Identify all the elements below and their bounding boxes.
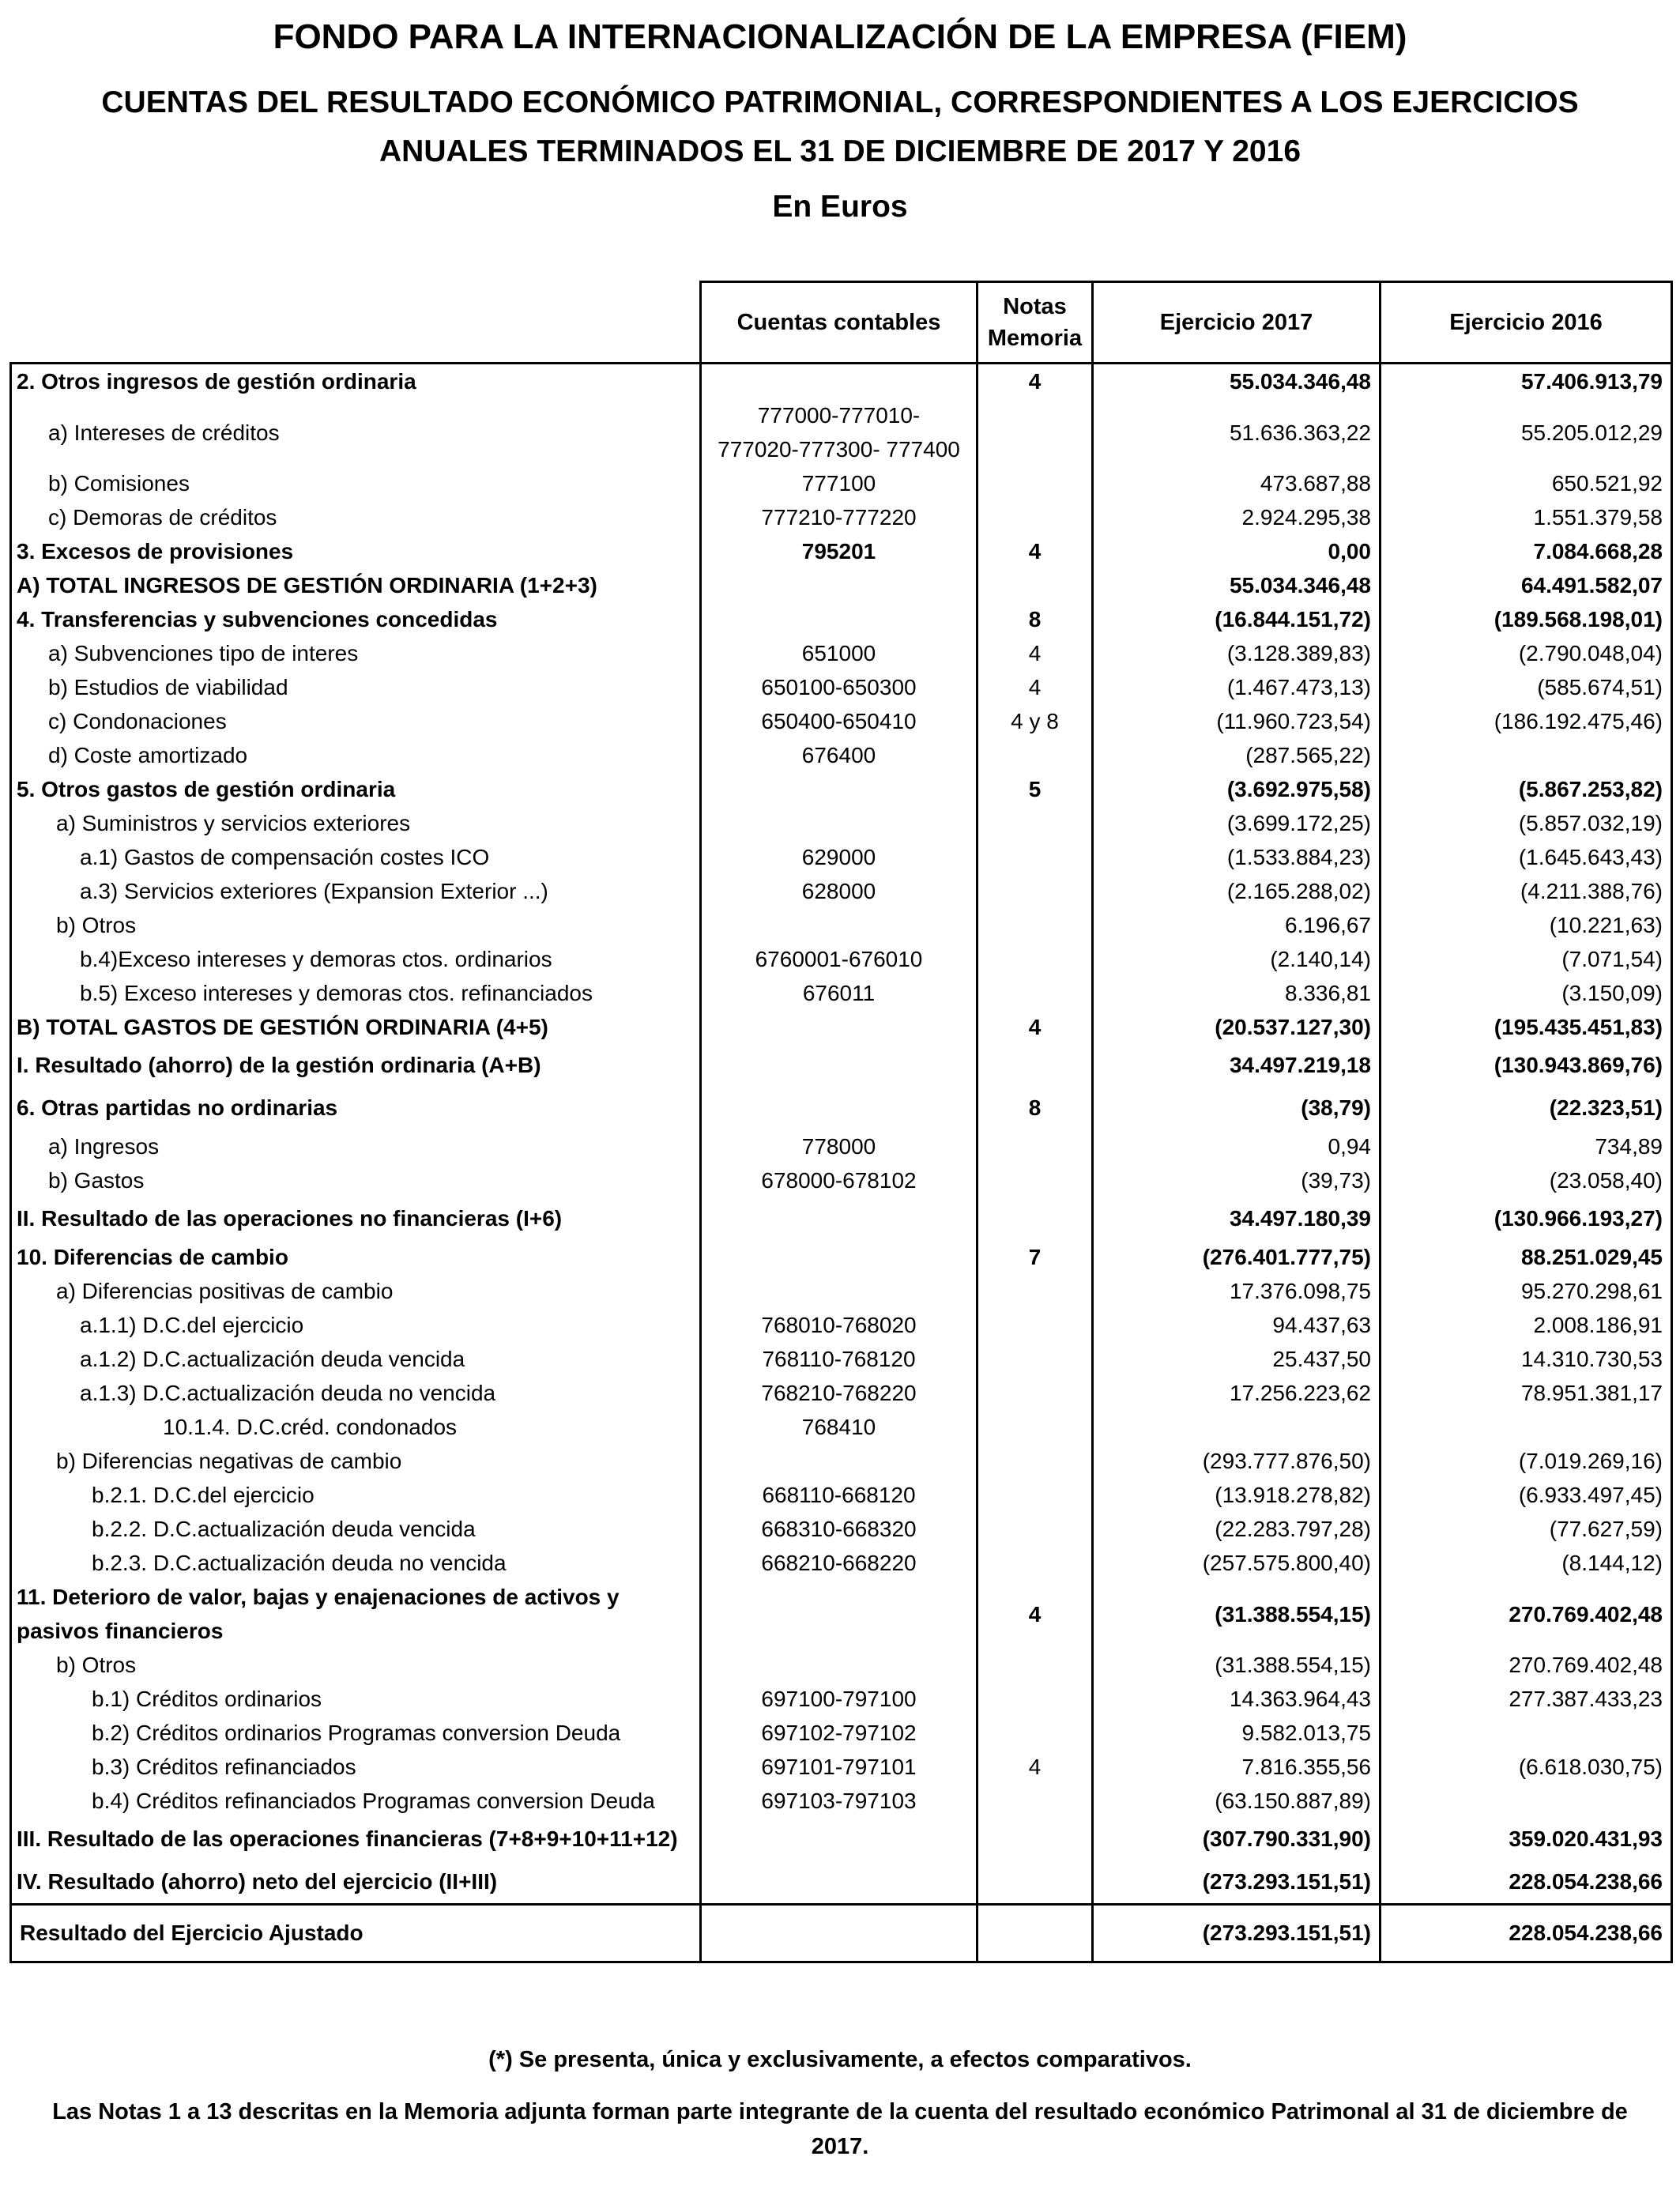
value-2016-cell: (5.857.032,19) [1381, 806, 1672, 840]
note-cell [977, 1784, 1093, 1818]
header-ejercicio-2016: Ejercicio 2016 [1381, 282, 1672, 364]
concept-cell: 2. Otros ingresos de gestión ordinaria [11, 364, 701, 399]
value-2016-cell: (585.674,51) [1381, 670, 1672, 704]
note-cell [977, 500, 1093, 534]
table-row [11, 1860, 1672, 1905]
note-cell [977, 466, 1093, 500]
value-2017-cell: 55.034.346,48 [1093, 364, 1381, 399]
account-cell: 628000 [701, 874, 977, 908]
concept-cell: A) TOTAL INGRESOS DE GESTIÓN ORDINARIA (1+2+3) [11, 568, 701, 602]
table-row [11, 364, 1672, 399]
value-2017-cell: 55.034.346,48 [1093, 568, 1381, 602]
concept-cell: 11. Deterioro de valor, bajas y enajenaciones de activos y pasivos financieros [11, 1580, 701, 1648]
value-2017-cell: 17.376.098,75 [1093, 1274, 1381, 1308]
table-row [11, 1240, 1672, 1274]
value-2016-cell [1381, 1784, 1672, 1818]
table-row [11, 398, 1672, 466]
note-cell [977, 976, 1093, 1010]
value-2017-cell: (20.537.127,30) [1093, 1010, 1381, 1044]
account-cell: 697100-797100 [701, 1682, 977, 1716]
concept-cell: b) Estudios de viabilidad [11, 670, 701, 704]
concept-cell: b.4) Créditos refinanciados Programas conversion Deuda [11, 1784, 701, 1818]
table-header-row [11, 282, 1672, 364]
account-cell [701, 1197, 977, 1240]
value-2017-cell: 25.437,50 [1093, 1342, 1381, 1376]
account-cell: 778000 [701, 1129, 977, 1163]
value-2017-cell: (276.401.777,75) [1093, 1240, 1381, 1274]
account-cell: 777210-777220 [701, 500, 977, 534]
concept-cell: II. Resultado de las operaciones no financieras (I+6) [11, 1197, 701, 1240]
account-cell: 697103-797103 [701, 1784, 977, 1818]
value-2017-cell: (273.293.151,51) [1093, 1860, 1381, 1905]
note-cell [977, 1342, 1093, 1376]
account-cell [701, 1240, 977, 1274]
value-2016-cell: (189.568.198,01) [1381, 602, 1672, 636]
value-2016-cell: (6.618.030,75) [1381, 1750, 1672, 1784]
value-2016-cell: (7.071,54) [1381, 942, 1672, 976]
document-subtitle-line2: ANUALES TERMINADOS EL 31 DE DICIEMBRE DE 2017 Y 2016 [379, 134, 1301, 168]
header-ejercicio-2017: Ejercicio 2017 [1093, 282, 1381, 364]
value-2016-cell: (130.966.193,27) [1381, 1197, 1672, 1240]
concept-cell: I. Resultado (ahorro) de la gestión ordinaria (A+B) [11, 1044, 701, 1087]
account-cell: 678000-678102 [701, 1163, 977, 1197]
table-row [11, 1580, 1672, 1648]
concept-cell: a) Intereses de créditos [11, 398, 701, 466]
concept-cell: a) Diferencias positivas de cambio [11, 1274, 701, 1308]
concept-cell: IV. Resultado (ahorro) neto del ejercicio (II+III) [11, 1860, 701, 1905]
table-row [11, 602, 1672, 636]
value-2016-cell: 1.551.379,58 [1381, 500, 1672, 534]
account-cell: 795201 [701, 534, 977, 568]
note-cell: 4 [977, 1750, 1093, 1784]
value-2017-cell: (3.699.172,25) [1093, 806, 1381, 840]
table-row [11, 1376, 1672, 1410]
concept-cell: a.1) Gastos de compensación costes ICO [11, 840, 701, 874]
adjusted-result-row [11, 1905, 1672, 1962]
value-2017-cell: (1.533.884,23) [1093, 840, 1381, 874]
note-cell [977, 738, 1093, 772]
note-cell [977, 1410, 1093, 1444]
table-row [11, 1716, 1672, 1750]
value-2017-cell: (31.388.554,15) [1093, 1580, 1381, 1648]
account-cell: 668210-668220 [701, 1546, 977, 1580]
note-cell [977, 1274, 1093, 1308]
concept-cell: b.3) Créditos refinanciados [11, 1750, 701, 1784]
value-2016-cell: (5.867.253,82) [1381, 772, 1672, 806]
note-cell: 5 [977, 772, 1093, 806]
value-2017-cell: 94.437,63 [1093, 1308, 1381, 1342]
concept-cell: a.3) Servicios exteriores (Expansion Exterior ...) [11, 874, 701, 908]
table-row [11, 1163, 1672, 1197]
account-cell: 6760001-676010 [701, 942, 977, 976]
value-2016-cell: 14.310.730,53 [1381, 1342, 1672, 1376]
account-cell: 668110-668120 [701, 1478, 977, 1512]
account-cell: 768210-768220 [701, 1376, 977, 1410]
income-statement-table [9, 281, 1673, 1963]
note-cell [977, 1818, 1093, 1860]
value-2016-cell: (7.019.269,16) [1381, 1444, 1672, 1478]
table-row [11, 908, 1672, 942]
value-2016-cell: 270.769.402,48 [1381, 1648, 1672, 1682]
value-2016-cell: (23.058,40) [1381, 1163, 1672, 1197]
value-2016-cell: 57.406.913,79 [1381, 364, 1672, 399]
note-cell [977, 1860, 1093, 1905]
value-2016-cell: 359.020.431,93 [1381, 1818, 1672, 1860]
note-cell: 4 [977, 1010, 1093, 1044]
header-notas: Notas Memoria [977, 282, 1093, 364]
concept-cell: c) Demoras de créditos [11, 500, 701, 534]
account-cell [701, 1087, 977, 1129]
concept-cell: b.2.3. D.C.actualización deuda no vencida [11, 1546, 701, 1580]
value-2016-cell: 7.084.668,28 [1381, 534, 1672, 568]
value-2016-cell: (8.144,12) [1381, 1546, 1672, 1580]
adjusted-note-cell [977, 1905, 1093, 1962]
value-2017-cell: (287.565,22) [1093, 738, 1381, 772]
account-cell: 768410 [701, 1410, 977, 1444]
value-2017-cell: 8.336,81 [1093, 976, 1381, 1010]
value-2016-cell [1381, 1410, 1672, 1444]
table-row [11, 1087, 1672, 1129]
value-2017-cell: (39,73) [1093, 1163, 1381, 1197]
account-cell [701, 806, 977, 840]
adjusted-account-cell [701, 1905, 977, 1962]
concept-cell: b.2.1. D.C.del ejercicio [11, 1478, 701, 1512]
concept-cell: a) Suministros y servicios exteriores [11, 806, 701, 840]
account-cell: 768110-768120 [701, 1342, 977, 1376]
table-row [11, 738, 1672, 772]
value-2017-cell: 0,94 [1093, 1129, 1381, 1163]
concept-cell: a.1.1) D.C.del ejercicio [11, 1308, 701, 1342]
table-row [11, 534, 1672, 568]
note-cell [977, 1163, 1093, 1197]
concept-cell: b) Diferencias negativas de cambio [11, 1444, 701, 1478]
value-2016-cell: (3.150,09) [1381, 976, 1672, 1010]
value-2017-cell: 9.582.013,75 [1093, 1716, 1381, 1750]
currency-label: En Euros [772, 190, 908, 224]
table-row [11, 1818, 1672, 1860]
table-row [11, 1512, 1672, 1546]
concept-cell: B) TOTAL GASTOS DE GESTIÓN ORDINARIA (4+5) [11, 1010, 701, 1044]
account-cell: 629000 [701, 840, 977, 874]
value-2017-cell: (257.575.800,40) [1093, 1546, 1381, 1580]
value-2017-cell: (1.467.473,13) [1093, 670, 1381, 704]
concept-cell: 5. Otros gastos de gestión ordinaria [11, 772, 701, 806]
document-title: FONDO PARA LA INTERNACIONALIZACIÓN DE LA EMPRESA (FIEM) [273, 17, 1407, 56]
table-row [11, 1750, 1672, 1784]
note-cell [977, 1376, 1093, 1410]
value-2017-cell: 14.363.964,43 [1093, 1682, 1381, 1716]
table-row [11, 636, 1672, 670]
table-row [11, 1342, 1672, 1376]
account-cell [701, 1648, 977, 1682]
concept-cell: b.4)Exceso intereses y demoras ctos. ordinarios [11, 942, 701, 976]
header-cuentas: Cuentas contables [701, 282, 977, 364]
concept-cell: b.5) Exceso intereses y demoras ctos. refinanciados [11, 976, 701, 1010]
note-cell [977, 806, 1093, 840]
account-cell [701, 908, 977, 942]
value-2016-cell: 88.251.029,45 [1381, 1240, 1672, 1274]
document-subtitle-line1: CUENTAS DEL RESULTADO ECONÓMICO PATRIMONIAL, CORRESPONDIENTES A LOS EJERCICIOS [101, 85, 1579, 119]
value-2017-cell: 51.636.363,22 [1093, 398, 1381, 466]
concept-cell: d) Coste amortizado [11, 738, 701, 772]
concept-cell: a) Ingresos [11, 1129, 701, 1163]
value-2016-cell: 2.008.186,91 [1381, 1308, 1672, 1342]
value-2017-cell: (3.692.975,58) [1093, 772, 1381, 806]
value-2017-cell: (2.165.288,02) [1093, 874, 1381, 908]
concept-cell: a) Subvenciones tipo de interes [11, 636, 701, 670]
concept-cell: b.2) Créditos ordinarios Programas conversion Deuda [11, 1716, 701, 1750]
footnote-notes: Las Notas 1 a 13 descritas en la Memoria adjunta forman parte integrante de la cuenta del resultado económico Patrimonal al 31 de diciembre de 2017. [52, 2099, 1628, 2159]
note-cell: 4 [977, 1580, 1093, 1648]
note-cell [977, 874, 1093, 908]
value-2017-cell: (2.140,14) [1093, 942, 1381, 976]
account-cell: 676011 [701, 976, 977, 1010]
account-cell [701, 1444, 977, 1478]
note-cell [977, 908, 1093, 942]
footnote-comparative: (*) Se presenta, única y exclusivamente, a efectos comparativos. [488, 2047, 1192, 2072]
table-row [11, 840, 1672, 874]
note-cell [977, 1648, 1093, 1682]
note-cell [977, 1682, 1093, 1716]
note-cell: 7 [977, 1240, 1093, 1274]
note-cell [977, 1444, 1093, 1478]
value-2017-cell: 7.816.355,56 [1093, 1750, 1381, 1784]
value-2017-cell: 17.256.223,62 [1093, 1376, 1381, 1410]
value-2017-cell: (3.128.389,83) [1093, 636, 1381, 670]
concept-cell: III. Resultado de las operaciones financieras (7+8+9+10+11+12) [11, 1818, 701, 1860]
concept-cell: 6. Otras partidas no ordinarias [11, 1087, 701, 1129]
note-cell [977, 942, 1093, 976]
account-cell [701, 1274, 977, 1308]
note-cell [977, 568, 1093, 602]
value-2016-cell: (77.627,59) [1381, 1512, 1672, 1546]
note-cell [977, 398, 1093, 466]
note-cell [977, 1308, 1093, 1342]
table-row [11, 670, 1672, 704]
account-cell [701, 772, 977, 806]
value-2016-cell: 64.491.582,07 [1381, 568, 1672, 602]
value-2016-cell: (130.943.869,76) [1381, 1044, 1672, 1087]
table-row [11, 874, 1672, 908]
account-cell: 777000-777010- 777020-777300- 777400 [701, 398, 977, 466]
table-row [11, 1682, 1672, 1716]
value-2017-cell: 6.196,67 [1093, 908, 1381, 942]
concept-cell: 4. Transferencias y subvenciones concedidas [11, 602, 701, 636]
table-row [11, 1546, 1672, 1580]
note-cell [977, 1546, 1093, 1580]
note-cell: 8 [977, 1087, 1093, 1129]
value-2016-cell: (4.211.388,76) [1381, 874, 1672, 908]
value-2017-cell: (293.777.876,50) [1093, 1444, 1381, 1478]
table-row [11, 500, 1672, 534]
note-cell [977, 1716, 1093, 1750]
value-2017-cell: (63.150.887,89) [1093, 1784, 1381, 1818]
value-2016-cell: (1.645.643,43) [1381, 840, 1672, 874]
note-cell: 4 [977, 636, 1093, 670]
concept-cell: b.1) Créditos ordinarios [11, 1682, 701, 1716]
note-cell [977, 1129, 1093, 1163]
account-cell: 651000 [701, 636, 977, 670]
account-cell: 697101-797101 [701, 1750, 977, 1784]
account-cell: 676400 [701, 738, 977, 772]
table-row [11, 1444, 1672, 1478]
concept-cell: 10. Diferencias de cambio [11, 1240, 701, 1274]
concept-cell: b.2.2. D.C.actualización deuda vencida [11, 1512, 701, 1546]
table-row [11, 568, 1672, 602]
concept-cell: 10.1.4. D.C.créd. condonados [11, 1410, 701, 1444]
table-row [11, 1784, 1672, 1818]
value-2016-cell: (6.933.497,45) [1381, 1478, 1672, 1512]
note-cell: 8 [977, 602, 1093, 636]
account-cell [701, 364, 977, 399]
value-2017-cell: 2.924.295,38 [1093, 500, 1381, 534]
value-2017-cell: 0,00 [1093, 534, 1381, 568]
table-row [11, 772, 1672, 806]
note-cell [977, 840, 1093, 874]
table-row [11, 976, 1672, 1010]
value-2016-cell: (195.435.451,83) [1381, 1010, 1672, 1044]
table-row [11, 1274, 1672, 1308]
concept-cell: b) Otros [11, 908, 701, 942]
table-row [11, 1648, 1672, 1682]
account-cell [701, 1044, 977, 1087]
concept-cell: b) Gastos [11, 1163, 701, 1197]
table-row [11, 704, 1672, 738]
adjusted-concept-cell: Resultado del Ejercicio Ajustado [11, 1905, 701, 1962]
table-row [11, 1478, 1672, 1512]
table-row [11, 1410, 1672, 1444]
note-cell: 4 [977, 364, 1093, 399]
note-cell [977, 1512, 1093, 1546]
note-cell [977, 1044, 1093, 1087]
value-2016-cell: 734,89 [1381, 1129, 1672, 1163]
concept-cell: b) Comisiones [11, 466, 701, 500]
table-row [11, 1308, 1672, 1342]
value-2017-cell: (16.844.151,72) [1093, 602, 1381, 636]
account-cell: 697102-797102 [701, 1716, 977, 1750]
value-2017-cell: (13.918.278,82) [1093, 1478, 1381, 1512]
value-2016-cell: 78.951.381,17 [1381, 1376, 1672, 1410]
concept-cell: a.1.2) D.C.actualización deuda vencida [11, 1342, 701, 1376]
value-2016-cell: 95.270.298,61 [1381, 1274, 1672, 1308]
table-row [11, 806, 1672, 840]
table-row [11, 1197, 1672, 1240]
table-row [11, 1129, 1672, 1163]
value-2016-cell [1381, 738, 1672, 772]
note-cell: 4 [977, 534, 1093, 568]
account-cell: 650100-650300 [701, 670, 977, 704]
account-cell: 768010-768020 [701, 1308, 977, 1342]
concept-cell: c) Condonaciones [11, 704, 701, 738]
account-cell [701, 568, 977, 602]
value-2017-cell [1093, 1410, 1381, 1444]
concept-cell: 3. Excesos de provisiones [11, 534, 701, 568]
value-2016-cell: 228.054.238,66 [1381, 1860, 1672, 1905]
adjusted-2016-cell: 228.054.238,66 [1381, 1905, 1672, 1962]
value-2016-cell: 277.387.433,23 [1381, 1682, 1672, 1716]
header-concept-cell [11, 282, 701, 364]
value-2017-cell: 34.497.180,39 [1093, 1197, 1381, 1240]
value-2016-cell: (2.790.048,04) [1381, 636, 1672, 670]
value-2017-cell: 34.497.219,18 [1093, 1044, 1381, 1087]
value-2016-cell: (186.192.475,46) [1381, 704, 1672, 738]
value-2016-cell [1381, 1716, 1672, 1750]
value-2017-cell: (307.790.331,90) [1093, 1818, 1381, 1860]
value-2017-cell: (31.388.554,15) [1093, 1648, 1381, 1682]
value-2017-cell: (11.960.723,54) [1093, 704, 1381, 738]
value-2016-cell: 55.205.012,29 [1381, 398, 1672, 466]
value-2016-cell: 650.521,92 [1381, 466, 1672, 500]
account-cell: 650400-650410 [701, 704, 977, 738]
account-cell [701, 1010, 977, 1044]
adjusted-2017-cell: (273.293.151,51) [1093, 1905, 1381, 1962]
account-cell [701, 602, 977, 636]
table-row [11, 942, 1672, 976]
value-2017-cell: (38,79) [1093, 1087, 1381, 1129]
account-cell: 668310-668320 [701, 1512, 977, 1546]
value-2017-cell: (22.283.797,28) [1093, 1512, 1381, 1546]
value-2016-cell: (22.323,51) [1381, 1087, 1672, 1129]
table-row [11, 466, 1672, 500]
account-cell [701, 1860, 977, 1905]
table-row [11, 1010, 1672, 1044]
account-cell [701, 1818, 977, 1860]
table-row [11, 1044, 1672, 1087]
note-cell: 4 y 8 [977, 704, 1093, 738]
note-cell: 4 [977, 670, 1093, 704]
value-2017-cell: 473.687,88 [1093, 466, 1381, 500]
account-cell [701, 1580, 977, 1648]
value-2016-cell: (10.221,63) [1381, 908, 1672, 942]
note-cell [977, 1197, 1093, 1240]
account-cell: 777100 [701, 466, 977, 500]
concept-cell: a.1.3) D.C.actualización deuda no vencida [11, 1376, 701, 1410]
value-2016-cell: 270.769.402,48 [1381, 1580, 1672, 1648]
note-cell [977, 1478, 1093, 1512]
concept-cell: b) Otros [11, 1648, 701, 1682]
